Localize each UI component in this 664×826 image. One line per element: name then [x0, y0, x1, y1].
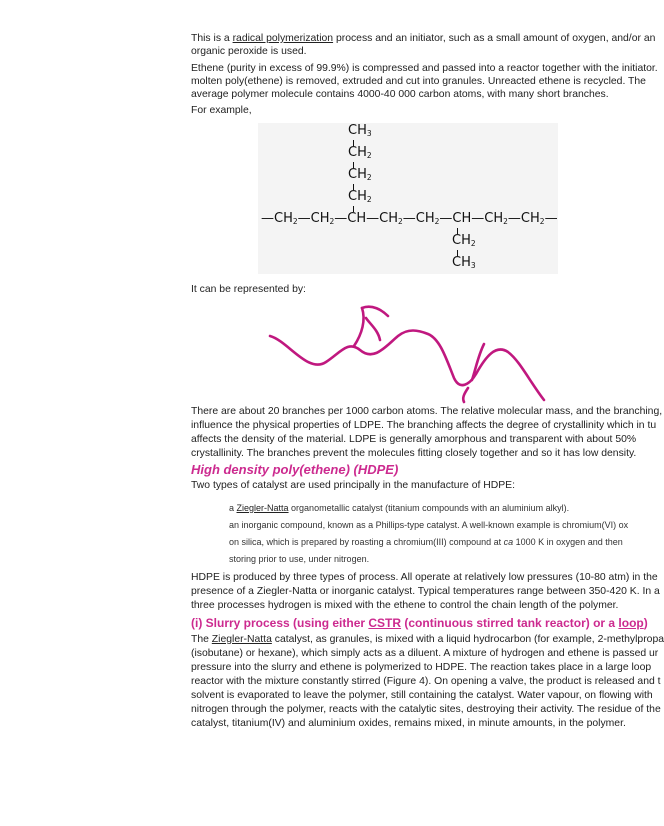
intro-text: This is a [191, 33, 233, 44]
formula-main-chain: $—CH_2—CH_2—CH—CH_2—CH_2—CH—CH_2—CH_2—$ [261, 211, 558, 226]
loop-link[interactable]: loop [618, 616, 644, 630]
intro-text: process and an initiator, such as a small amount of oxygen, and/or an [333, 33, 656, 44]
intro-line-6: For example, [191, 105, 252, 116]
formula-ch2: $CH_2$ [348, 145, 372, 160]
formula-ch2-bottom: $CH_2$ [452, 233, 476, 248]
chain-branch-2 [362, 307, 388, 316]
branched-chain-drawing [258, 296, 558, 404]
branches-line-3: affects the density of the material. LDPE is generally amorphous and transparent with about 50% [191, 434, 637, 445]
formula-ch2: $CH_2$ [348, 189, 372, 204]
chain-main-path [270, 331, 544, 401]
radical-polymerization-link[interactable]: radical polymerization [232, 33, 334, 44]
hdpe-process-line-3: three processes hydrogen is mixed with the ethene to control the chain length of the polymer. [191, 600, 619, 611]
cstr-link[interactable]: CSTR [368, 616, 402, 630]
formula-ch2: $CH_2$ [348, 167, 372, 182]
branches-line-2: influence the physical properties of LDPE. The branching affects the degree of crystallinity which in tu [191, 420, 657, 431]
chain-branch-1 [354, 308, 364, 346]
slurry-line-7: catalyst, titanium(IV) and aluminium oxides, remains mixed, in minute amounts, in the polymer. [191, 718, 626, 729]
chain-branch-5 [463, 388, 468, 402]
branches-line-4: crystallinity. The branches prevent the molecules fitting closely together and so it has low density. [191, 448, 637, 459]
hdpe-intro: Two types of catalyst are used principally in the manufacture of HDPE: [191, 480, 515, 491]
intro-line-4: molten poly(ethene) is removed, extruded and cut into granules. Unreacted ethene is recycled. The [191, 76, 646, 87]
catalyst-item-2-line-2: on silica, which is prepared by roasting a chromium(III) compound at ca 1000 K in oxygen and then [229, 537, 623, 547]
hdpe-process-line-2: presence of a Ziegler-Natta or inorganic catalyst. Typical temperatures range between 350-420 K. In a [191, 586, 660, 597]
chain-branch-3 [366, 318, 380, 340]
catalyst-item-1: a Ziegler-Natta organometallic catalyst (titanium compounds with an aluminium alkyl). [229, 503, 570, 513]
branches-line-1: There are about 20 branches per 1000 carbon atoms. The relative molecular mass, and the branching, [191, 406, 663, 417]
catalyst-item-2-line-3: storing prior to use, under nitrogen. [229, 554, 370, 564]
ldpe-structural-formula [258, 123, 558, 274]
formula-ch3-top: $CH_3$ [348, 123, 372, 138]
slurry-line-6: nitrogen through the polymer, reacts with the catalytic sites, destroying their activity. The residue of the [191, 704, 661, 715]
slurry-heading: (i) Slurry process (using either CSTR (continuous stirred tank reactor) or a loop) [191, 616, 648, 630]
ziegler-natta-link[interactable]: Ziegler-Natta [236, 503, 289, 513]
formula-ch3-bottom: $CH_3$ [452, 255, 476, 270]
slurry-line-2: (isobutane) or hexane), which simply acts as a diluent. A mixture of hydrogen and ethene is passed ur [191, 648, 659, 659]
represented-text: It can be represented by: [191, 284, 306, 295]
intro-line-3: Ethene (purity in excess of 99.9%) is compressed and passed into a reactor together with the initiator. [191, 63, 658, 74]
slurry-line-4: reactor with the mixture constantly stirred (Figure 4). On opening a valve, the product is released and t [191, 676, 661, 687]
intro-line-2: organic peroxide is used. [191, 46, 307, 57]
hdpe-process-line-1: HDPE is produced by three types of process. All operate at relatively low pressures (10-80 atm) in the [191, 572, 658, 583]
ziegler-natta-link-2[interactable]: Ziegler-Natta [211, 634, 272, 645]
intro-line-5: average polymer molecule contains 4000-40 000 carbon atoms, with many short branches. [191, 89, 609, 100]
slurry-line-3: pressure into the slurry and ethene is polymerized to HDPE. The reaction takes place in a large loop [191, 662, 652, 673]
catalyst-item-2-line-1: an inorganic compound, known as a Phillips-type catalyst. A well-known example is chromium(VI) ox [229, 520, 629, 530]
slurry-line-5: solvent is evaporated to leave the polymer, still containing the catalyst. Water vapour, on flowing with [191, 690, 653, 701]
hdpe-heading: High density poly(ethene) (HDPE) [191, 462, 399, 477]
slurry-line-1: The Ziegler-Natta catalyst, as granules, is mixed with a liquid hydrocarbon (for example, 2-methylpropa [191, 634, 664, 645]
